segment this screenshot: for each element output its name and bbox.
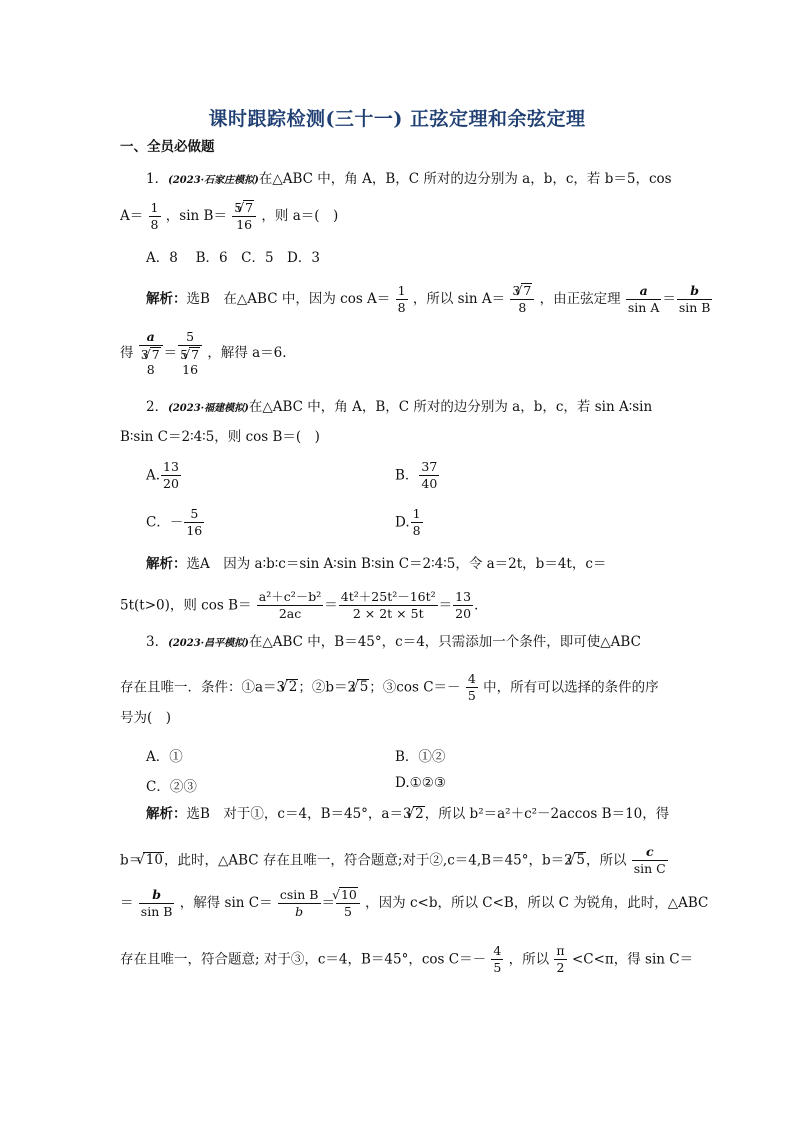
q1-stem-line1: 1．(2023·石家庄模拟)在△ABC 中，角 A，B，C 所对的边分别为 a，b，c，若 b＝5，cos xyxy=(146,171,672,187)
fraction: $\frac{3√ 7}{8}$ xyxy=(510,283,534,316)
q3-analysis-line1: 解析：选B 对于①，c＝4，B＝45°，a＝3√ 2，所以 b²＝a²＋c²－2accos B＝10，得 xyxy=(146,806,706,822)
q1-analysis-line2: 得 a 3√ 7 8 ＝ 5 5√ 7 16 ，解得 a＝6. xyxy=(120,330,680,377)
q3-stem-line3: 号为( ) xyxy=(120,710,172,726)
fraction: $\frac{1}{8}$ xyxy=(150,199,159,232)
q1-stem-line2: A＝ $\frac{1}{8}$ ，sin B＝ $\frac{5√ 7}{16}$ ，则 a＝( ) xyxy=(120,200,680,233)
section-heading: 一、全员必做题 xyxy=(120,139,215,155)
fraction: $\frac{\text{a²＋c²－b²}}{2ac}$ xyxy=(258,589,322,622)
q2-option-d: D. $\frac{1}{8}$ xyxy=(395,506,421,539)
q3-option-b: B．①② xyxy=(395,749,446,765)
q3-analysis-line2: b＝√ 10，此时，△ABC 存在且唯一，符合题意;对于②,c＝4,B＝45°，b＝2√ 5，所以 $\frac{c}{\text{sin C}}$ xyxy=(120,845,680,877)
q3-option-d: D.①②③ xyxy=(395,775,446,791)
q1-analysis-line1: 解析：选B 在△ABC 中，因为 cos A＝ $\frac{1}{8}$ ，所以 sin A＝ $\frac{3√ 7}{8}$ ，由正弦定理 $\frac{a}{\text{sin A}}$ ＝ $\frac{b}{\text{sin B}}$ xyxy=(146,283,706,316)
fraction: $\frac{c}{\text{sin C}}$ xyxy=(633,844,666,877)
q3-analysis-line4: 存在且唯一，符合题意; 对于③，c＝4，B＝45°，cos C＝－ $\frac{4}{5}$ ，所以 $\frac{\pi}{2}$ <C<π，得 sin C＝ xyxy=(120,943,694,976)
fraction: $\frac{a}{\text{sin A}}$ xyxy=(627,282,660,315)
fraction: $\frac{4}{5}$ xyxy=(467,671,476,704)
fraction: $\frac{4}{5}$ xyxy=(493,943,502,976)
fraction: √ $\frac{10}{5}$ xyxy=(336,887,360,920)
q3-option-a: A．① xyxy=(146,749,183,765)
q2-stem-line2: B∶sin C＝2∶4∶5，则 cos B＝( ) xyxy=(120,429,320,445)
fraction: $\frac{b}{\text{sin B}}$ xyxy=(678,282,711,315)
fraction: $\frac{1}{8}$ xyxy=(397,282,406,315)
page-title: 课时跟踪检测(三十一) 正弦定理和余弦定理 xyxy=(208,108,586,130)
q2-option-a: A. $\frac{13}{20}$ xyxy=(146,459,179,492)
fraction: $\frac{\pi}{2}$ xyxy=(556,943,565,976)
fraction: a 3√ 7 8 xyxy=(139,330,163,377)
q3-analysis-line3: ＝ $\frac{b}{\text{sin B}}$ ，解得 sin C＝ $\frac{\text{csin B}}{b}$ ＝ √ $\frac{10}{5}$ ，因为 c<b，所以 C<B，所以 C 为锐角，此时，△ABC xyxy=(120,887,680,920)
q2-option-c: C．－ $\frac{5}{16}$ xyxy=(146,506,203,539)
q3-option-c: C．②③ xyxy=(146,779,197,795)
q2-analysis-line2: 5t(t>0)，则 cos B＝ $\frac{\text{a²＋c²－b²}}{2ac}$ ＝ $\frac{\text{4t²＋25t²－16t²}}{2 \times 2t \times 5t}$ ＝ $\frac{13}{20}$ ． xyxy=(120,589,488,622)
q2-stem-line1: 2．(2023·福建模拟)在△ABC 中，角 A，B，C 所对的边分别为 a，b，c，若 sin A∶sin xyxy=(146,399,653,415)
q3-stem-line1: 3．(2023·昌平模拟)在△ABC 中，B＝45°，c＝4，只需添加一个条件，即可使△ABC xyxy=(146,634,641,650)
q1-options: A．8 B．6 C．5 D．3 xyxy=(146,250,320,266)
fraction: $\frac{\text{4t²＋25t²－16t²}}{2 \times 2t \times 5t}$ xyxy=(340,589,436,622)
q3-stem-line2: 存在且唯一．条件：①a＝3√ 2；②b＝2√ 5；③cos C＝－ $\frac{4}{5}$ 中，所有可以选择的条件的序 xyxy=(120,672,680,704)
fraction: 5 5√ 7 16 xyxy=(178,330,202,377)
fraction: $\frac{5√ 7}{16}$ xyxy=(232,200,256,233)
fraction: $\frac{b}{\text{sin B}}$ xyxy=(140,886,173,919)
q2-option-b: B． $\frac{37}{40}$ xyxy=(395,459,438,492)
q2-analysis-line1: 解析：选A 因为 a∶b∶c＝sin A∶sin B∶sin C＝2∶4∶5，令 a＝2t，b＝4t，c＝ xyxy=(146,556,607,572)
fraction: $\frac{13}{20}$ xyxy=(455,589,472,622)
fraction: $\frac{\text{csin B}}{b}$ xyxy=(279,886,319,919)
